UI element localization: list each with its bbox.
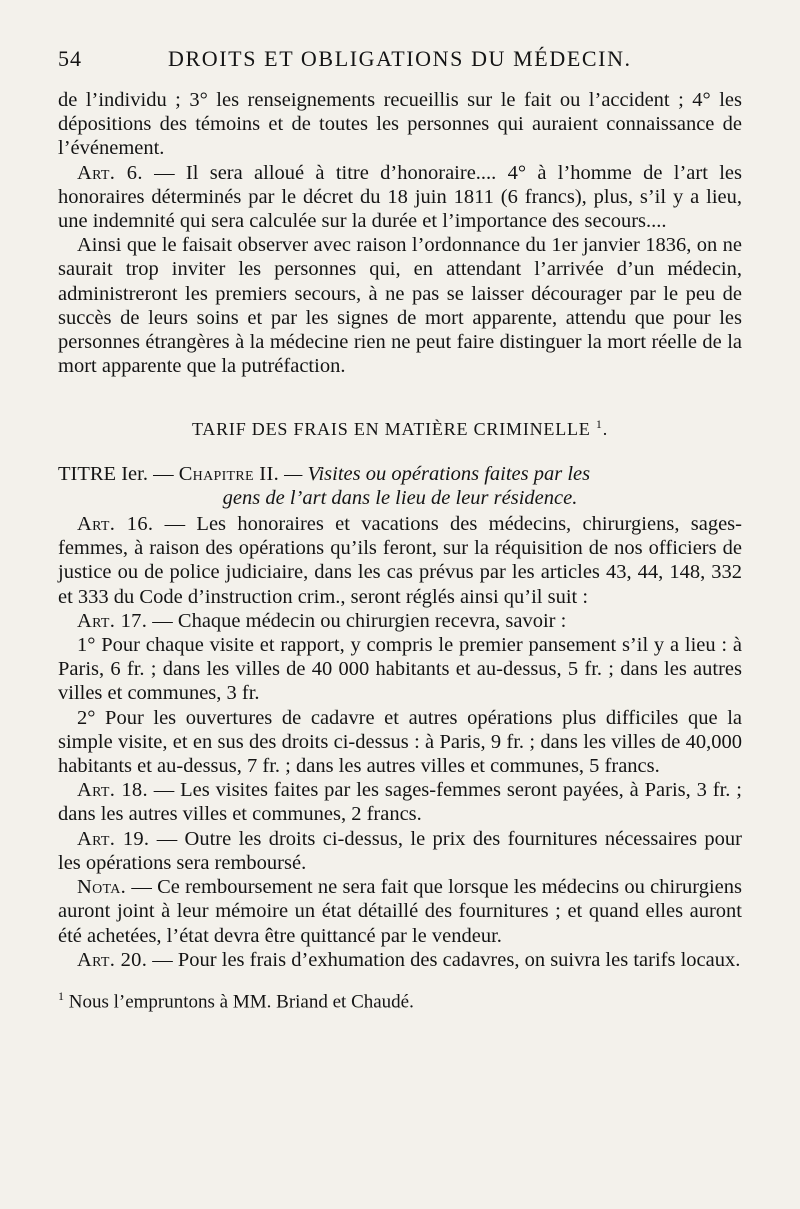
article-text: — Chaque médecin ou chirurgien recevra, savoir :: [147, 609, 567, 632]
article-text: — Il sera alloué à titre d’honoraire.... 4° à l’homme de l’art les honoraires déterminés par le décret du 18 juin 1811 (6 francs), plus, s’il y a lieu, une indemnité qui sera calculée sur la durée et l’importance des secours....: [58, 161, 742, 233]
article-label: Art. 20.: [77, 948, 148, 971]
titre-prefix: TITRE Ier. —: [58, 462, 179, 485]
titre-heading-text: — Visites ou opérations faites par les: [279, 462, 591, 485]
footnote: [58, 984, 742, 1015]
article-text: — Les visites faites par les sages-femmes seront payées, à Paris, 3 fr. ; dans les autres villes et communes, 2 francs.: [58, 779, 742, 826]
paragraph-continuation: [58, 88, 742, 161]
article-text: — Outre les droits ci-dessus, le prix des fournitures nécessaires pour les opérations sera remboursé.: [58, 827, 742, 874]
article-20: [58, 948, 742, 972]
article-label: Art. 6.: [77, 161, 143, 184]
article-17-item-1: [58, 633, 742, 706]
chapitre-label: Chapitre II.: [178, 462, 279, 485]
article-17-item-2: [58, 706, 742, 779]
article-18: [58, 778, 742, 826]
article-16: [58, 512, 742, 609]
article-label: Art. 16.: [77, 513, 154, 536]
page-number: 54: [58, 46, 82, 71]
footnote-text: Nous l’empruntons à MM. Briand et Chaudé.: [64, 991, 414, 1013]
section-title-text: TARIF DES FRAIS EN MATIÈRE CRIMINELLE: [191, 419, 591, 440]
titre-heading: [58, 462, 742, 486]
paragraph-ordonnance: [58, 233, 742, 378]
paragraph-text: de l’individu ; 3° les renseignements recueillis sur le fait ou l’accident ; 4° les dépositions des témoins et de toutes les personnes qui auraient connaissance de l’événement.: [58, 89, 742, 160]
footnote-reference: 1: [595, 417, 603, 432]
article-17: [58, 609, 742, 633]
article-19: [58, 827, 742, 875]
nota: [58, 875, 742, 948]
body-text: [58, 88, 742, 1014]
running-head: [58, 44, 740, 74]
article-label: Art. 18.: [77, 779, 148, 802]
titre-heading-line-2: gens de l’art dans le lieu de leur résidence.: [222, 486, 578, 509]
article-text: — Pour les frais d’exhumation des cadavres, on suivra les tarifs locaux.: [147, 948, 741, 971]
article-label: Art. 17.: [77, 609, 148, 632]
article-text: 1° Pour chaque visite et rapport, y compris le premier pansement s’il y a lieu : à Paris, 6 fr. ; dans les villes de 40 000 habitants et au-dessus, 5 fr. ; dans les autres villes et communes, 3 fr.: [58, 634, 742, 705]
article-6: [58, 161, 742, 234]
nota-text: — Ce remboursement ne sera fait que lorsque les médecins ou chirurgiens auront joint à leur mémoire un état détaillé des fournitures ; et quand elles auront été achetées, l’état devra être quittancé par le vendeur.: [58, 876, 742, 947]
paragraph-text: Ainsi que le faisait observer avec raison l’ordonnance du 1er janvier 1836, on ne saurait trop inviter les personnes qui, en attendant l’arrivée d’un médecin, administreront les premiers secours, à ne pas se laisser décourager par le peu de succès de leurs soins et par les signes de mort apparente, attendu que pour les personnes étrangères à la médecine rien ne peut faire distinguer la mort réelle de la mort apparente que la putréfaction.: [58, 234, 742, 378]
section-title: TARIF DES FRAIS EN MATIÈRE CRIMINELLE $^1$.: [191, 417, 609, 440]
running-title: DROITS ET OBLIGATIONS DU MÉDECIN.: [168, 46, 632, 71]
nota-label: Nota.: [77, 876, 127, 899]
footnote-mark: 1: [58, 988, 64, 1003]
article-text: — Les honoraires et vacations des médecins, chirurgiens, sages-femmes, à raison des opérations qu’ils feront, sur la réquisition de nos officiers de justice ou de police judiciaire, dans les cas prévus par les articles 43, 44, 148, 332 et 333 du Code d’instruction crim., seront réglés ainsi qu’il suit :: [58, 513, 742, 608]
article-label: Art. 19.: [77, 827, 150, 850]
article-text: 2° Pour les ouvertures de cadavre et autres opérations plus difficiles que la simple visite, et en sus des droits ci-dessus : à Paris, 9 fr. ; dans les villes de 40,000 habitants et au-dessus, 7 fr. ; dans les autres villes et communes, 5 francs.: [58, 706, 742, 778]
